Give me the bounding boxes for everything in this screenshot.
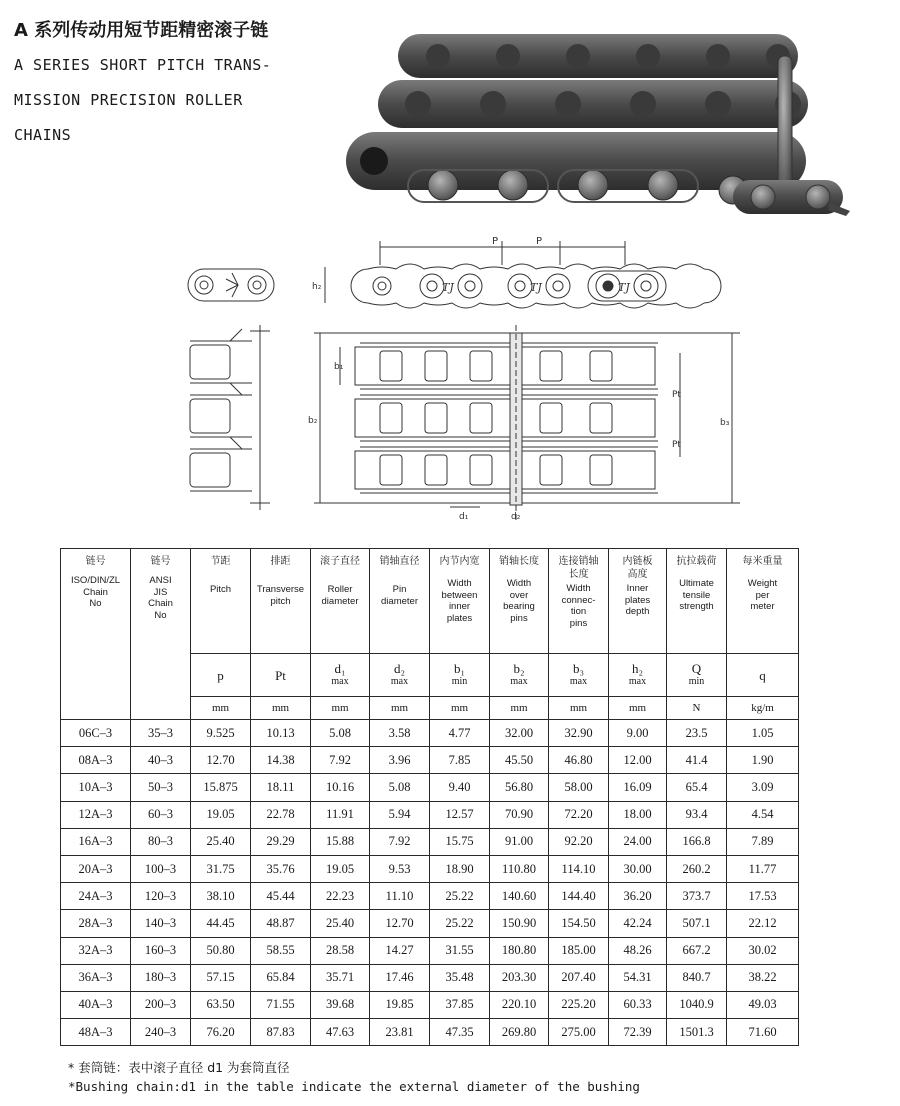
header-cell: 节距 Pitch [191,549,251,654]
table-cell: 93.4 [667,801,727,828]
table-cell: 16A–3 [61,828,131,855]
table-cell: 32.00 [490,720,549,747]
unit-cell: mm [191,697,251,720]
header-cell: 内链板高度 Inner plates depth [609,549,667,654]
table-cell: 25.40 [191,828,251,855]
header-cell: 连接销轴长度 Width connec- tion pins [549,549,609,654]
symbol-cell: h₂ max [609,654,667,697]
table-cell: 3.96 [370,747,430,774]
table-cell: 15.88 [311,828,370,855]
table-cell: 50–3 [131,774,191,801]
table-cell: 35.76 [251,855,311,882]
table-cell: 3.09 [727,774,799,801]
table-cell: 17.46 [370,964,430,991]
table-row [61,910,799,937]
unit-cell: mm [251,697,311,720]
footnote-chinese: * 套筒链：表中滚子直径 d1 为套筒直径 [68,1060,290,1075]
table-cell: 70.90 [490,801,549,828]
table-cell: 7.89 [727,828,799,855]
b1-label: b₁ [334,362,344,372]
header-cell: 抗拉载荷 Ultimate tensile strength [667,549,727,654]
table-cell: 9.40 [430,774,490,801]
table-cell: 48.26 [609,937,667,964]
table-cell: 19.05 [311,855,370,882]
table-cell: 32A–3 [61,937,131,964]
unit-cell: mm [370,697,430,720]
table-cell: 36A–3 [61,964,131,991]
table-cell: 1040.9 [667,991,727,1018]
table-cell: 20A–3 [61,855,131,882]
table-cell: 275.00 [549,1019,609,1046]
table-cell: 1501.3 [667,1019,727,1046]
table-cell: 65.84 [251,964,311,991]
table-cell: 9.53 [370,855,430,882]
table-cell: 19.85 [370,991,430,1018]
symbol-cell: Pt [251,654,311,697]
table-cell: 144.40 [549,883,609,910]
table-cell: 19.05 [191,801,251,828]
table-cell: 46.80 [549,747,609,774]
table-cell: 22.23 [311,883,370,910]
spec-table [60,548,799,1046]
table-cell: 260.2 [667,855,727,882]
unit-cell: mm [609,697,667,720]
d1-label: d₁ [459,512,469,522]
header-cell: 销轴长度 Width over bearing pins [490,549,549,654]
table-cell: 39.68 [311,991,370,1018]
table-cell: 22.78 [251,801,311,828]
table-cell: 25.22 [430,910,490,937]
table-cell: 23.5 [667,720,727,747]
title-english [14,48,344,153]
table-cell: 06C–3 [61,720,131,747]
table-cell: 154.50 [549,910,609,937]
table-cell: 140.60 [490,883,549,910]
table-cell: 48.87 [251,910,311,937]
table-cell: 37.85 [430,991,490,1018]
table-cell: 140–3 [131,910,191,937]
table-cell: 63.50 [191,991,251,1018]
table-cell: 4.77 [430,720,490,747]
header-cn: 链号 [150,556,171,567]
table-cell: 76.20 [191,1019,251,1046]
table-cell: 17.53 [727,883,799,910]
table-cell: 14.27 [370,937,430,964]
unit-cell: mm [311,697,370,720]
table-cell: 08A–3 [61,747,131,774]
section-view-left [190,325,270,510]
d2-label: d₂ [511,512,521,522]
unit-cell: mm [490,697,549,720]
table-cell: 72.39 [609,1019,667,1046]
header-cell: 销轴直径 Pin diameter [370,549,430,654]
table-cell: 57.15 [191,964,251,991]
table-cell: 180–3 [131,964,191,991]
table-row [61,991,799,1018]
unit-cell: mm [430,697,490,720]
table-cell: 24A–3 [61,883,131,910]
table-cell: 203.30 [490,964,549,991]
table-cell: 667.2 [667,937,727,964]
table-cell: 269.80 [490,1019,549,1046]
title-english-line: CHAINS [14,126,72,144]
table-cell: 15.875 [191,774,251,801]
table-cell: 240–3 [131,1019,191,1046]
title-english-line: MISSION PRECISION ROLLER [14,91,243,109]
unit-cell: N [667,697,727,720]
symbol-cell: d₂ max [370,654,430,697]
symbol-cell: p [191,654,251,697]
table-cell: 41.4 [667,747,727,774]
table-cell: 47.63 [311,1019,370,1046]
table-cell: 100–3 [131,855,191,882]
table-cell: 92.20 [549,828,609,855]
table-cell: 28.58 [311,937,370,964]
end-view-link [188,269,274,301]
table-cell: 87.83 [251,1019,311,1046]
table-cell: 225.20 [549,991,609,1018]
table-row [61,855,799,882]
table-cell: 48A–3 [61,1019,131,1046]
footnote-english: *Bushing chain:d1 in the table indicate the external diameter of the bushing [68,1079,640,1094]
table-cell: 7.92 [311,747,370,774]
title-english-line: A SERIES SHORT PITCH TRANS- [14,56,272,74]
table-cell: 47.35 [430,1019,490,1046]
table-row [61,801,799,828]
table-cell: 11.91 [311,801,370,828]
table-cell: 24.00 [609,828,667,855]
table-cell: 60–3 [131,801,191,828]
table-cell: 25.40 [311,910,370,937]
table-row [61,937,799,964]
table-cell: 18.90 [430,855,490,882]
table-cell: 45.50 [490,747,549,774]
table-cell: 11.10 [370,883,430,910]
header-en: ANSI JIS Chain No [148,575,173,621]
table-cell: 160–3 [131,937,191,964]
table-cell: 58.00 [549,774,609,801]
table-cell: 220.10 [490,991,549,1018]
table-cell: 5.08 [311,720,370,747]
table-cell: 35–3 [131,720,191,747]
spec-table-body [61,720,799,1046]
unit-cell: mm [549,697,609,720]
table-row [61,1019,799,1046]
header-cell: 每米重量 Weight per meter [727,549,799,654]
table-cell: 60.33 [609,991,667,1018]
table-cell: 22.12 [727,910,799,937]
table-cell: 18.11 [251,774,311,801]
header-en: ISO/DIN/ZL Chain No [70,575,121,609]
table-cell: 14.38 [251,747,311,774]
chain-strand-back [398,34,798,78]
table-cell: 840.7 [667,964,727,991]
table-cell: 40–3 [131,747,191,774]
pt-label: Pt [672,390,681,400]
table-cell: 5.94 [370,801,430,828]
pitch-label: P [492,236,499,247]
b2-label: b₂ [308,416,318,426]
table-cell: 200–3 [131,991,191,1018]
table-cell: 1.05 [727,720,799,747]
table-cell: 507.1 [667,910,727,937]
table-cell: 65.4 [667,774,727,801]
table-row [61,828,799,855]
pt-label: Pt [672,440,681,450]
table-row [61,883,799,910]
table-cell: 40A–3 [61,991,131,1018]
tj-mark: TJ [442,281,454,294]
table-cell: 4.54 [727,801,799,828]
table-cell: 10.16 [311,774,370,801]
header-row [61,549,799,654]
table-cell: 7.92 [370,828,430,855]
table-cell: 120–3 [131,883,191,910]
header-cn: 链号 [85,556,106,567]
table-cell: 9.525 [191,720,251,747]
table-cell: 207.40 [549,964,609,991]
table-cell: 42.24 [609,910,667,937]
table-cell: 30.00 [609,855,667,882]
table-cell: 23.81 [370,1019,430,1046]
table-cell: 35.48 [430,964,490,991]
tj-mark: TJ [530,281,542,294]
table-cell: 91.00 [490,828,549,855]
table-row [61,774,799,801]
h2-label: h₂ [312,282,322,292]
table-cell: 180.80 [490,937,549,964]
symbol-cell: d₁ max [311,654,370,697]
table-cell: 31.55 [430,937,490,964]
table-cell: 114.10 [549,855,609,882]
table-cell: 110.80 [490,855,549,882]
tj-mark: TJ [618,281,630,294]
table-cell: 29.29 [251,828,311,855]
table-cell: 12.70 [370,910,430,937]
table-cell: 71.55 [251,991,311,1018]
symbol-cell: b₃ max [549,654,609,697]
table-cell: 3.58 [370,720,430,747]
table-cell: 7.85 [430,747,490,774]
chain-technical-drawing [180,235,760,525]
table-cell: 50.80 [191,937,251,964]
chain-photo [338,20,868,220]
table-cell: 28A–3 [61,910,131,937]
header-cell: 滚子直径 Roller diameter [311,549,370,654]
b3-label: b₃ [720,418,730,428]
symbol-cell: Q min [667,654,727,697]
table-cell: 15.75 [430,828,490,855]
side-view-dimensions [312,236,625,303]
symbol-cell: q [727,654,799,697]
table-cell: 11.77 [727,855,799,882]
table-cell: 38.10 [191,883,251,910]
table-cell: 71.60 [727,1019,799,1046]
table-cell: 80–3 [131,828,191,855]
pitch-label: P [536,236,543,247]
table-cell: 16.09 [609,774,667,801]
table-cell: 49.03 [727,991,799,1018]
table-cell: 18.00 [609,801,667,828]
table-row [61,720,799,747]
header-cell: 排距 Transverse pitch [251,549,311,654]
symbol-cell: b₂ max [490,654,549,697]
header-cell: 内节内宽 Width between inner plates [430,549,490,654]
side-view-chain [351,264,721,308]
symbol-cell: b₁ min [430,654,490,697]
table-cell: 9.00 [609,720,667,747]
table-cell: 12.70 [191,747,251,774]
table-cell: 1.90 [727,747,799,774]
table-row [61,964,799,991]
table-cell: 72.20 [549,801,609,828]
table-cell: 54.31 [609,964,667,991]
table-cell: 45.44 [251,883,311,910]
unit-cell: kg/m [727,697,799,720]
table-cell: 56.80 [490,774,549,801]
table-cell: 58.55 [251,937,311,964]
table-cell: 12.57 [430,801,490,828]
table-cell: 150.90 [490,910,549,937]
table-cell: 5.08 [370,774,430,801]
table-cell: 10.13 [251,720,311,747]
plan-view [308,325,740,522]
table-cell: 10A–3 [61,774,131,801]
table-cell: 32.90 [549,720,609,747]
table-cell: 44.45 [191,910,251,937]
header-cell [131,549,191,720]
header-cell [61,549,131,720]
table-cell: 30.02 [727,937,799,964]
table-cell: 38.22 [727,964,799,991]
table-cell: 25.22 [430,883,490,910]
title-chinese: A 系列传动用短节距精密滚子链 [14,20,269,41]
table-cell: 12.00 [609,747,667,774]
table-cell: 31.75 [191,855,251,882]
table-cell: 36.20 [609,883,667,910]
table-cell: 373.7 [667,883,727,910]
table-cell: 12A–3 [61,801,131,828]
table-cell: 35.71 [311,964,370,991]
table-row [61,747,799,774]
chain-strand-middle [378,80,808,128]
table-cell: 185.00 [549,937,609,964]
table-cell: 166.8 [667,828,727,855]
